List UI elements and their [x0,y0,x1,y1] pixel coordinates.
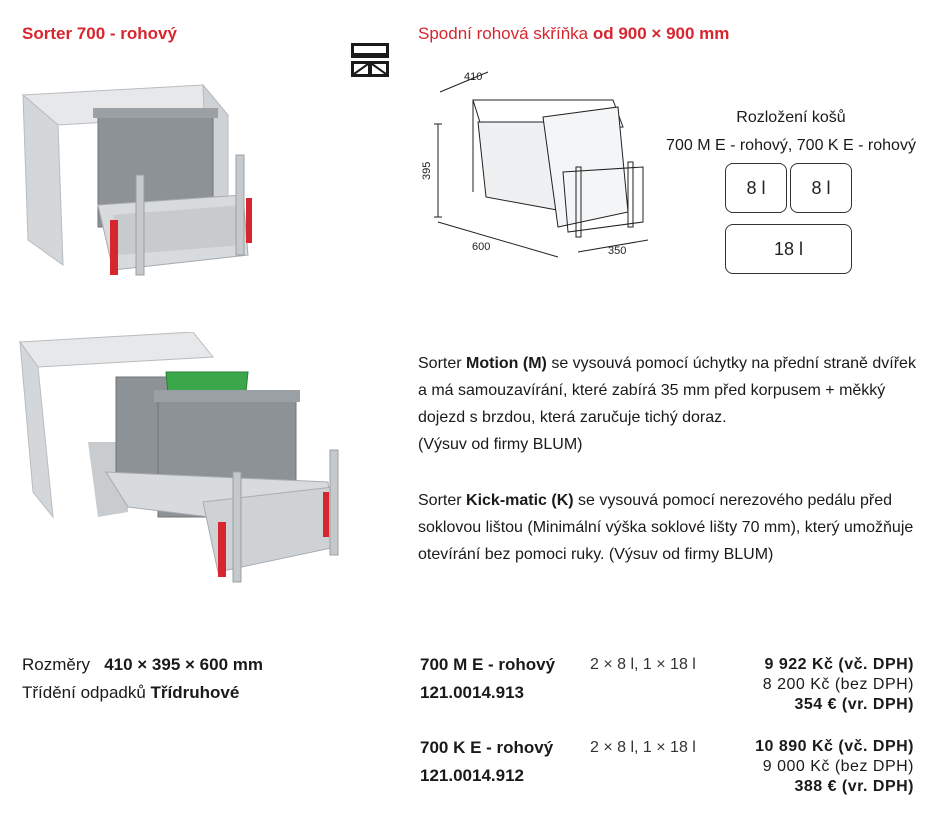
product-1-prices [763,655,914,715]
dim-top-label: 410 [464,71,483,83]
specs [22,651,263,707]
motion-pre: Sorter [418,355,467,372]
bin-layout-caption [660,104,922,160]
dims-row [22,651,263,679]
motion-note: (Výsuv od firmy BLUM) [418,436,583,453]
sort-row [22,679,263,707]
product-2-price-eur: 388 € (vr. DPH) [794,778,914,795]
product-2-price-novat: 9 000 Kč (bez DPH) [762,758,914,775]
product-2-prices [755,737,914,797]
kick-text: se vysouvá pomocí nerezového pedálu před soklovou lištou (Minimální výška soklové lišty 70 mm), který umožňuje otevírání bez pomoci ruky. (Výsuv od firmy BLUM) [418,492,914,563]
dim-height-label: 395 [421,161,433,180]
product-1-name: 700 M E - rohový [420,655,556,674]
bin-box-1: 8 l [725,163,787,213]
cabinet-title [418,24,729,44]
bin-layout-models: 700 M E - rohový, 700 K E - rohový [666,137,916,154]
dimension-diagram [418,62,658,262]
motion-bold: Motion (M) [466,355,547,372]
sort-label: Třídění odpadků [22,683,146,702]
sorter-photo-open [18,332,348,587]
product-2-name: 700 K E - rohový [420,738,554,757]
bin-box-2: 8 l [790,163,852,213]
bin-box-3: 18 l [725,224,852,274]
product-1-price-vat: 9 922 Kč (vč. DPH) [764,656,914,673]
sorter-photo-closed [18,80,268,285]
dims-label: Rozměry [22,655,91,674]
product-2 [420,734,553,790]
cabinet-prefix: Spodní rohová skříňka [418,24,589,43]
cabinet-size: od 900 × 900 mm [592,24,730,43]
product-1-price-novat: 8 200 Kč (bez DPH) [762,676,914,693]
dims-value: 410 × 395 × 600 mm [104,655,263,674]
product-1-code: 121.0014.913 [420,683,524,702]
product-1-price-eur: 354 € (vr. DPH) [794,696,914,713]
product-2-code: 121.0014.912 [420,766,524,785]
product-1-capacity: 2 × 8 l, 1 × 18 l [590,656,696,673]
bin-layout-heading: Rozložení košů [736,109,846,126]
dim-front-label: 350 [608,245,627,257]
product-2-capacity: 2 × 8 l, 1 × 18 l [590,739,696,756]
kick-pre: Sorter [418,492,467,509]
motion-text: se vysouvá pomocí úchytky na přední straně dvířek a má samouzavírání, které zabírá 35 mm před korpusem + měkký dojezd s brzdou, která zaručuje tichý doraz. [418,355,916,426]
corner-cabinet-icon [350,42,390,78]
product-title: Sorter 700 - rohový [22,24,177,43]
product-1 [420,651,555,707]
sort-value: Třídruhové [150,683,240,702]
description-motion [418,350,918,458]
kick-bold: Kick-matic (K) [466,492,574,509]
product-2-price-vat: 10 890 Kč (vč. DPH) [755,738,914,755]
dim-depth-label: 600 [472,241,491,253]
description-kick [418,487,918,568]
